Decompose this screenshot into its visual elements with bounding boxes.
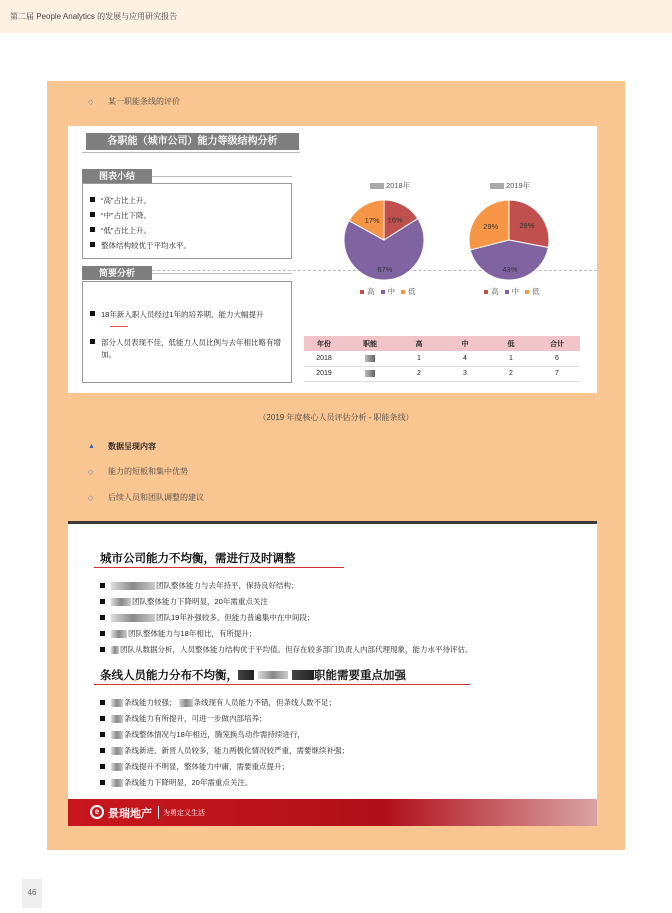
diamond-bullet-icon: ◇: [88, 98, 94, 106]
divider: [152, 273, 292, 274]
square-bullet-icon: [100, 700, 105, 705]
list-item: 整体结构较优于平均水平。: [90, 240, 191, 251]
table-cell: 2018: [304, 351, 344, 366]
slide-capability-balance: [68, 521, 597, 826]
square-bullet-icon: [90, 339, 95, 344]
pie-data-label: 28%: [519, 221, 535, 231]
table-cell: 1: [488, 351, 534, 366]
list-item-label: 某一职能条线的评价: [108, 97, 180, 106]
redacted-mark: [365, 370, 375, 377]
column-header: 职能: [344, 336, 396, 351]
divider: [158, 806, 159, 819]
pie-data-label: 17%: [364, 216, 380, 226]
square-bullet-icon: [100, 647, 105, 652]
square-bullet-icon: [90, 212, 95, 217]
list-item: [88, 441, 156, 452]
column-header: 年份: [304, 336, 344, 351]
table-cell: 3: [442, 366, 488, 381]
square-bullet-icon: [100, 599, 105, 604]
redacted-mark: [111, 699, 123, 707]
redacted-mark: [111, 614, 155, 622]
redacted-mark: [179, 699, 193, 707]
list-item: [88, 96, 180, 107]
pie-charts: [338, 192, 588, 292]
square-bullet-icon: [100, 615, 105, 620]
list-item: 团队整体能力下降明显，20年需重点关注: [100, 596, 268, 607]
list-item: 团队从数据分析，人员整体能力结构优于平均值。但存在较多部门负责人内部代理现象，能力水平待评估。: [100, 644, 473, 655]
list-item: “高”占比上升。: [90, 195, 151, 206]
legend-swatch-high: [484, 290, 488, 294]
pie-title-2018: 2018年: [370, 180, 410, 191]
table-cell: [344, 351, 396, 366]
redacted-mark: [111, 630, 127, 638]
table-cell: [344, 366, 396, 381]
list-item: “低”占比上升。: [90, 225, 151, 236]
list-item-label: 后续人员和团队调整的建议: [108, 493, 204, 502]
legend-swatch-mid: [381, 290, 385, 294]
analysis-box: [82, 281, 292, 383]
table-cell: 4: [442, 351, 488, 366]
redacted-mark: [258, 671, 288, 679]
diamond-bullet-icon: ◇: [88, 468, 94, 476]
redacted-mark: [111, 747, 123, 755]
redacted-mark: [238, 670, 254, 680]
heading-underline: [94, 684, 470, 685]
diamond-bullet-icon: ◇: [88, 494, 94, 502]
brand-name: 景瑞地产: [108, 808, 152, 820]
divider: [82, 152, 300, 153]
underline-mark: [110, 326, 128, 327]
table-cell: 6: [534, 351, 580, 366]
pie-data-label: 29%: [483, 221, 499, 231]
capability-table: [304, 336, 580, 382]
legend-swatch-high: [360, 290, 364, 294]
square-bullet-icon: [100, 732, 105, 737]
pie-legend-2018: 高 中 低: [354, 286, 416, 297]
column-header: 高: [396, 336, 442, 351]
list-item: 条线能力下降明显，20年需重点关注。: [100, 777, 252, 788]
column-header: 中: [442, 336, 488, 351]
table-cell: 7: [534, 366, 580, 381]
heading-line: 条线人员能力分布不均衡， 职能需要重点加强: [100, 670, 406, 682]
square-bullet-icon: [100, 583, 105, 588]
page-number: 46: [27, 888, 37, 897]
redacted-mark: [111, 763, 123, 771]
table-header-row: [304, 336, 580, 351]
list-item: 团队19年补强较多，但能力普遍集中在中间段；: [100, 612, 314, 623]
square-bullet-icon: [100, 748, 105, 753]
triangle-bullet-icon: ▲: [88, 443, 95, 450]
slide-title: 各职能（城市公司）能力等级结构分析: [86, 133, 299, 150]
pie-legend-2019: 高 中 低: [478, 286, 540, 297]
square-bullet-icon: [100, 780, 105, 785]
redacted-mark: [365, 355, 375, 362]
redacted-mark: [111, 731, 123, 739]
square-bullet-icon: [100, 764, 105, 769]
list-item: 条线整体情况与18年相近，腾笼换鸟动作需持续进行，: [100, 729, 305, 740]
square-bullet-icon: [90, 311, 95, 316]
divider: [152, 176, 292, 177]
square-bullet-icon: [100, 631, 105, 636]
figure-caption: （2019 年度核心人员评估分析 - 职能条线）: [258, 413, 414, 422]
list-item: 条线能力有所提升，可进一步做内部培养；: [100, 713, 267, 724]
header-bar: [0, 0, 672, 33]
legend-swatch-low: [401, 290, 405, 294]
list-item: [88, 466, 188, 477]
list-item: 部分人员表现不佳，低能力人员比例与去年相比略有增加。: [90, 337, 286, 361]
redacted-mark: [111, 646, 119, 654]
table-cell: 2019: [304, 366, 344, 381]
redacted-mark: [292, 670, 314, 680]
square-bullet-icon: [90, 242, 95, 247]
heading-city: 城市公司能力不均衡，需进行及时调整: [100, 553, 296, 565]
redacted-mark: [111, 598, 131, 606]
table-row: [304, 366, 580, 381]
slide-capability-structure: [68, 126, 597, 393]
list-item: [88, 492, 204, 503]
square-bullet-icon: [90, 197, 95, 202]
brand-footer: [68, 799, 597, 826]
redacted-mark: [111, 715, 123, 723]
column-header: 合计: [534, 336, 580, 351]
page-number-box: [22, 879, 42, 908]
table-cell: 2: [396, 366, 442, 381]
pie-data-label: 67%: [377, 264, 393, 274]
analysis-label: 简要分析: [82, 266, 152, 280]
list-item: 条线能力较强； 条线现有人员能力不错，但条线人数不足；: [100, 697, 336, 708]
square-bullet-icon: [90, 227, 95, 232]
header-title: 第二届 People Analytics 的发展与应用研究报告: [10, 12, 178, 21]
table-row: [304, 351, 580, 366]
brand-logo-icon: e: [90, 805, 104, 819]
brand-slogan: 为勇定义生活: [163, 810, 205, 817]
list-item: 条线提升不明显，整体能力中庸，需要重点提升；: [100, 761, 289, 772]
heading-underline: [94, 567, 344, 568]
summary-label: 图表小结: [82, 169, 152, 183]
legend-swatch-low: [525, 290, 529, 294]
column-header: 低: [488, 336, 534, 351]
list-item: 团队整体能力与18年相比，有所提升；: [100, 628, 256, 639]
legend-swatch-mid: [505, 290, 509, 294]
list-item: “中”占比下降。: [90, 210, 151, 221]
list-item: 团队整体能力与去年持平，保持良好结构；: [100, 580, 299, 591]
legend-swatch-icon: [490, 183, 504, 189]
redacted-mark: [111, 582, 155, 590]
pie-data-label: 43%: [502, 264, 518, 274]
pie-title-2019: 2019年: [490, 180, 530, 191]
table-cell: 1: [396, 351, 442, 366]
legend-swatch-icon: [370, 183, 384, 189]
list-item-label: 能力的短板和集中优势: [108, 467, 188, 476]
pie-data-label: 16%: [387, 215, 403, 225]
list-item: 18年新入职人员经过1年的培养期，能力大幅提升: [90, 309, 286, 320]
table-cell: 2: [488, 366, 534, 381]
list-item-label: 数据呈现内容: [108, 442, 156, 451]
redacted-mark: [111, 779, 123, 787]
list-item: 条线新进、新晋人员较多，能力两极化情况较严重，需要继续补强；: [100, 745, 349, 756]
square-bullet-icon: [100, 716, 105, 721]
